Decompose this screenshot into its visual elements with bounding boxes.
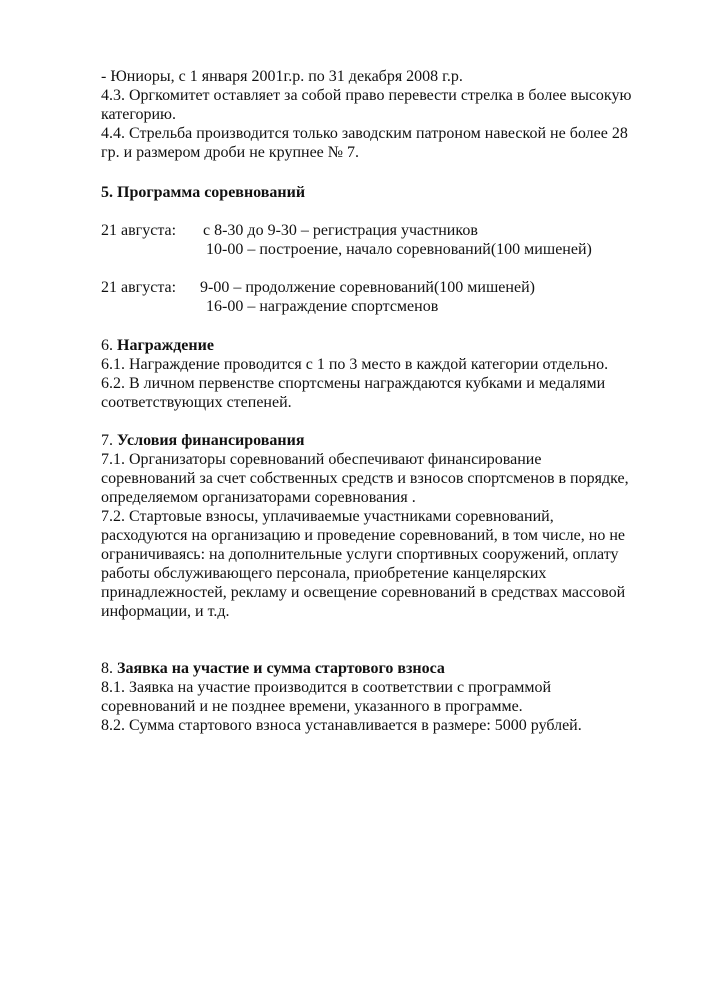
text-line: работы обслуживающего персонала, приобретение канцелярских (101, 565, 547, 582)
text-line: принадлежностей, рекламу и освещение соревнований в средствах массовой (101, 584, 626, 601)
text-line: 6.2. В личном первенстве спортсмены награждаются кубками и медалями (101, 375, 606, 392)
text-line: информации, и т.д. (101, 603, 230, 620)
schedule-date: 21 августа: (101, 222, 177, 239)
section-heading-8 (101, 659, 445, 678)
section-title: Награждение (117, 337, 214, 354)
section-heading-5: 5. Программа соревнований (101, 184, 306, 201)
text-line: гр. и размером дроби не крупнее № 7. (101, 144, 360, 161)
schedule-item: с 8-30 до 9-30 – регистрация участников (203, 222, 478, 239)
schedule-date: 21 августа: (101, 279, 177, 296)
schedule-item: 9-00 – продолжение соревнований(100 мишеней) (200, 279, 535, 296)
text-line: соответствующих степеней. (101, 394, 292, 411)
text-line: 7.1. Организаторы соревнований обеспечивают финансирование (101, 451, 542, 468)
text-line: 4.4. Стрельба производится только заводским патроном навеской не более 28 (101, 125, 628, 142)
text-line: категорию. (101, 106, 176, 123)
text-line: расходуются на организацию и проведение соревнований, в том числе, но не (101, 527, 625, 544)
text-line: - Юниоры, с 1 января 2001г.р. по 31 декабря 2008 г.р. (101, 68, 463, 85)
section-number: 6. (101, 337, 113, 354)
schedule-item: 10-00 – построение, начало соревнований(100 мишеней) (206, 241, 592, 258)
section-heading-6 (101, 336, 214, 355)
schedule-item: 16-00 – награждение спортсменов (206, 298, 439, 315)
section-heading-7 (101, 431, 305, 450)
section-title: Условия финансирования (117, 432, 305, 449)
text-line: соревнований за счет собственных средств и взносов спортсменов в порядке, (101, 470, 629, 487)
section-number: 7. (101, 432, 113, 449)
section-title: Заявка на участие и сумма стартового взноса (117, 660, 445, 677)
text-line: 8.2. Сумма стартового взноса устанавливается в размере: 5000 рублей. (101, 717, 582, 734)
text-line: 8.1. Заявка на участие производится в соответствии с программой (101, 679, 552, 696)
section-number: 8. (101, 660, 113, 677)
text-line: 7.2. Стартовые взносы, уплачиваемые участниками соревнований, (101, 508, 554, 525)
text-line: 6.1. Награждение проводится с 1 по 3 место в каждой категории отдельно. (101, 356, 609, 373)
text-line: соревнований и не позднее времени, указанного в программе. (101, 698, 523, 715)
text-line: определяемом организаторами соревнования . (101, 489, 416, 506)
text-line: ограничиваясь: на дополнительные услуги спортивных сооружений, оплату (101, 546, 619, 563)
text-line: 4.3. Оргкомитет оставляет за собой право перевести стрелка в более высокую (101, 87, 632, 104)
